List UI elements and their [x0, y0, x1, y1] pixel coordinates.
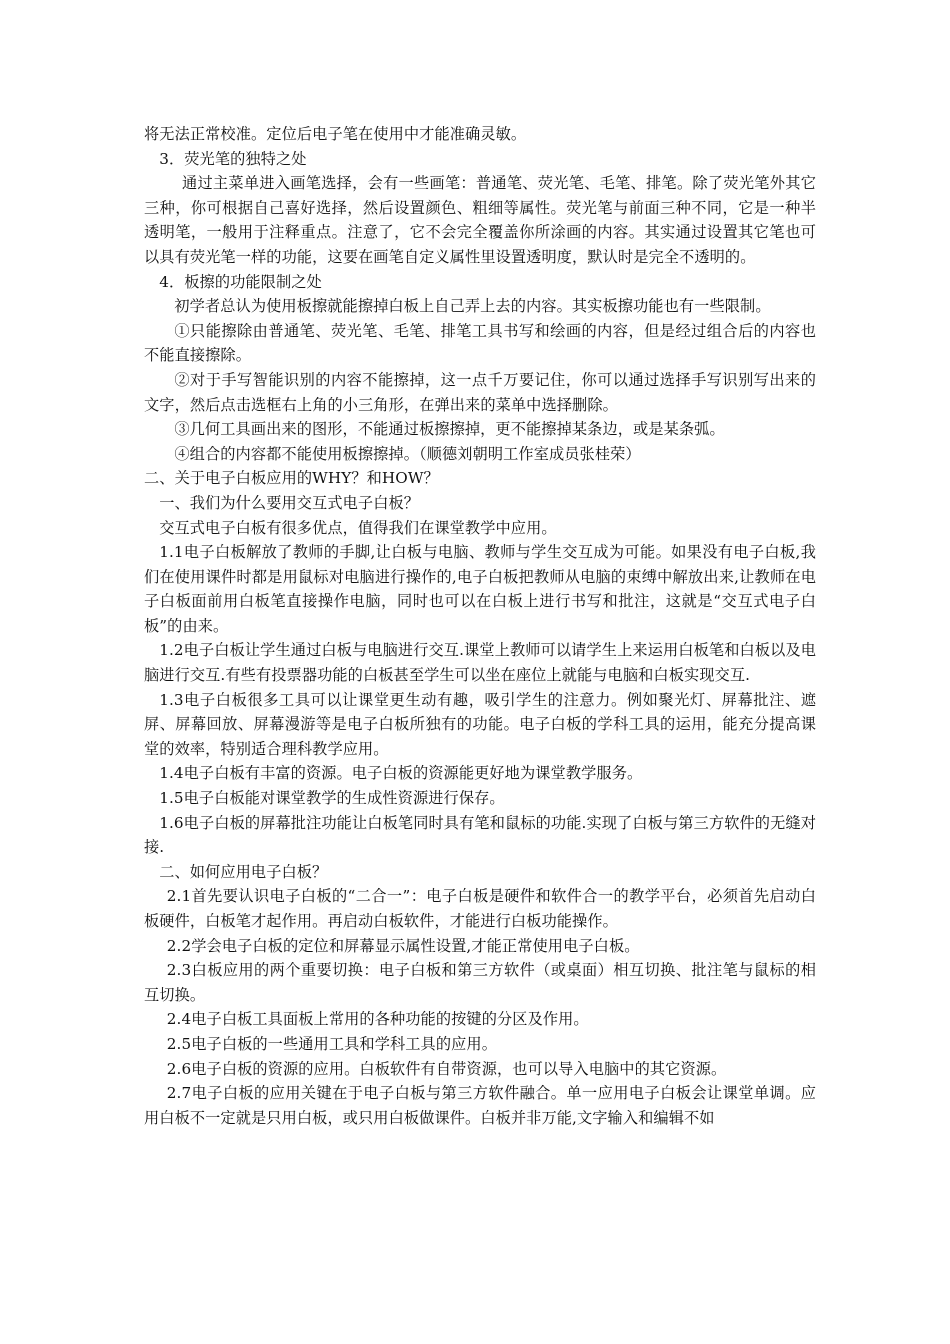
- paragraph: 2.5电子白板的一些通用工具和学科工具的应用。: [166, 1034, 497, 1053]
- paragraph: 通过主菜单进入画笔选择，会有一些画笔：普通笔、荧光笔、毛笔、排笔。除了荧光笔外其它三种，你可根据自己喜好选择，然后设置颜色、粗细等属性。荧光笔与前面三种不同，它是一种半透明笔，一般用于注释重点。注意了，它不会完全覆盖你所涂画的内容。其实通过设置其它笔也可以具有荧光笔一样的功能，这要在画笔自定义属性里设置透明度，默认时是完全不透明的。: [144, 174, 816, 266]
- paragraph: 2.3白板应用的两个重要切换：电子白板和第三方软件（或桌面）相互切换、批注笔与鼠标的相互切换。: [144, 961, 816, 1004]
- document-body: [144, 122, 816, 1130]
- paragraph: ①只能擦除由普通笔、荧光笔、毛笔、排笔工具书写和绘画的内容，但是经过组合后的内容也不能直接擦除。: [144, 321, 816, 365]
- paragraph: 3．荧光笔的独特之处: [159, 149, 307, 168]
- paragraph: 二、如何应用电子白板？: [159, 862, 328, 881]
- paragraph: 2.7电子白板的应用关键在于电子白板与第三方软件融合。单一应用电子白板会让课堂单调。应用白板不一定就是只用白板，或只用白板做课件。白板并非万能,文字输入和编辑不如: [144, 1084, 816, 1127]
- paragraph: ④组合的内容都不能使用板擦擦掉。（顺德刘朝明工作室成员张桂荣）: [174, 444, 641, 463]
- paragraph: 1.1电子白板解放了教师的手脚,让白板与电脑、教师与学生交互成为可能。如果没有电子白板,我们在使用课件时都是用鼠标对电脑进行操作的,电子白板把教师从电脑的束缚中解放出来,让教师在电子白板面前用白板笔直接操作电脑，同时也可以在白板上进行书写和批注，这就是“交互式电子白板”的由来。: [144, 543, 816, 635]
- paragraph: 1.2电子白板让学生通过白板与电脑进行交互.课堂上教师可以请学生上来运用白板笔和白板以及电脑进行交互.有些有投票器功能的白板甚至学生可以坐在座位上就能与电脑和白板实现交互.: [144, 641, 816, 685]
- paragraph: ③几何工具画出来的图形，不能通过板擦擦掉，更不能擦掉某条边，或是某条弧。: [174, 420, 725, 439]
- paragraph: 初学者总认为使用板擦就能擦掉白板上自己弄上去的内容。其实板擦功能也有一些限制。: [174, 297, 771, 316]
- paragraph: 1.4电子白板有丰富的资源。电子白板的资源能更好地为课堂教学服务。: [159, 764, 643, 783]
- paragraph: 1.6电子白板的屏幕批注功能让白板笔同时具有笔和鼠标的功能.实现了白板与第三方软件的无缝对接.: [144, 813, 816, 857]
- paragraph: 2.2学会电子白板的定位和屏幕显示属性设置,才能正常使用电子白板。: [166, 936, 640, 955]
- paragraph: 将无法正常校准。定位后电子笔在使用中才能准确灵敏。: [144, 125, 527, 143]
- paragraph: ②对于手写智能识别的内容不能擦掉，这一点千万要记住，你可以通过选择手写识别写出来的文字，然后点击选框右上角的小三角形，在弹出来的菜单中选择删除。: [144, 370, 816, 414]
- paragraph: 1.3电子白板很多工具可以让课堂更生动有趣，吸引学生的注意力。例如聚光灯、屏幕批注、遮屏、屏幕回放、屏幕漫游等是电子白板所独有的功能。电子白板的学科工具的运用，能充分提高课堂的效率，特别适合理科教学应用。: [144, 690, 816, 758]
- paragraph: 2.4电子白板工具面板上常用的各种功能的按键的分区及作用。: [166, 1010, 589, 1029]
- paragraph: 2.6电子白板的资源的应用。白板软件有自带资源，也可以导入电脑中的其它资源。: [166, 1059, 727, 1078]
- paragraph: 2.1首先要认识电子白板的“二合一”：电子白板是硬件和软件合一的教学平台，必须首先启动白板硬件，白板笔才起作用。再启动白板软件，才能进行白板功能操作。: [144, 887, 816, 930]
- paragraph: 1.5电子白板能对课堂教学的生成性资源进行保存。: [159, 789, 505, 808]
- paragraph: 二、关于电子白板应用的WHY？和HOW？: [144, 469, 439, 488]
- paragraph: 一、我们为什么要用交互式电子白板？: [159, 493, 420, 512]
- paragraph: 4．板擦的功能限制之处: [159, 272, 322, 291]
- paragraph: 交互式电子白板有很多优点，值得我们在课堂教学中应用。: [159, 518, 557, 537]
